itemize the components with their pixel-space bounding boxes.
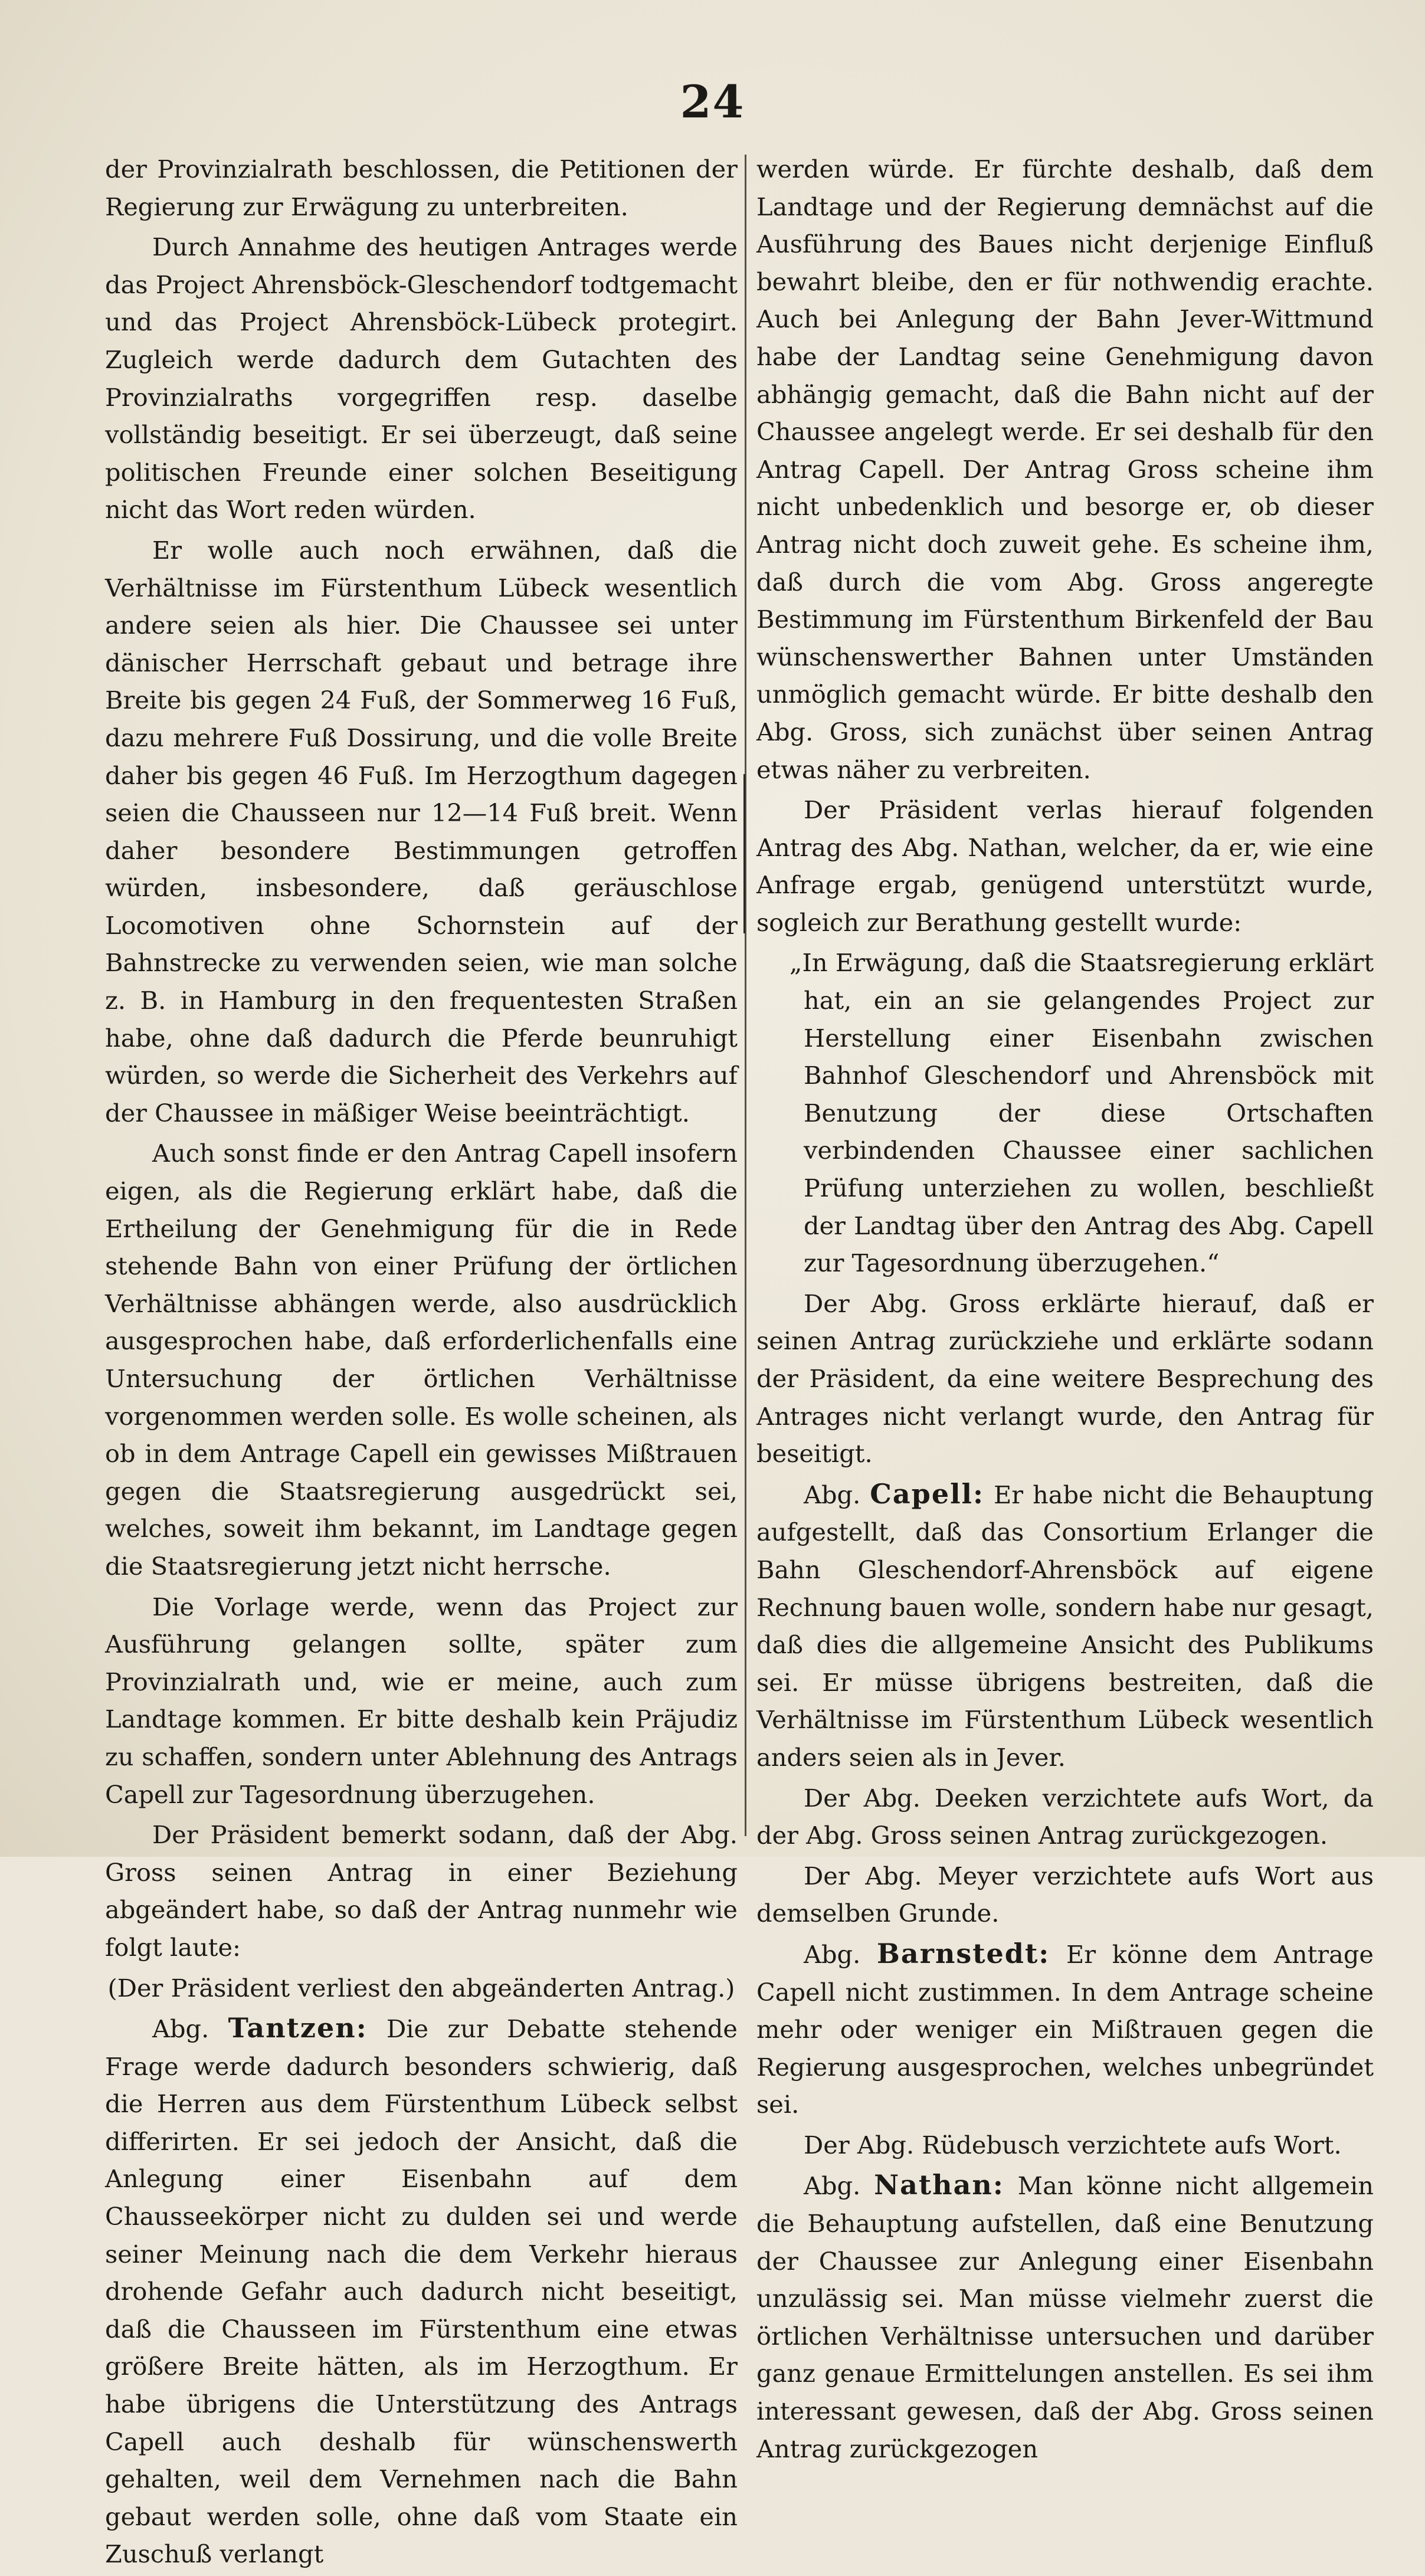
page-number: 24	[680, 76, 745, 128]
paragraph: Der Präsident verlas hierauf folgenden Antrag des Abg. Nathan, welcher, da er, wie eine Anfrage ergab, genügend unterstützt wurde, sogleich zur Berathung gestellt wurde:	[756, 795, 1374, 937]
speaker-prefix: Abg.	[804, 1939, 861, 1969]
speaker-name: Barnstedt:	[877, 1937, 1050, 1969]
paragraph: werden würde. Er fürchte deshalb, daß dem Landtage und der Regierung demnächst auf die Ausführung des Baues nicht derjenige Einfluß bewahrt bleibe, den er für nothwendig erachte. Auch bei Anlegung der Bahn Jever-Wittmund habe der Landtag seine Genehmigung davon abhängig gemacht, daß die Bahn nicht auf der Chaussee angelegt werde. Er sei deshalb für den Antrag Capell. Der Antrag Gross scheine ihm nicht unbedenklich und besorge er, ob dieser Antrag nicht doch zuweit gehe. Es scheine ihm, daß durch die vom Abg. Gross angeregte Bestimmung im Fürstenthum Birkenfeld der Bau wünschenswerther Bahnen unter Umständen unmöglich gemacht würde. Er bitte deshalb den Abg. Gross, sich zunächst über seinen Antrag etwas näher zu verbreiten.	[756, 155, 1374, 784]
stage-direction: (Der Präsident verliest den abgeänderten Antrag.)	[107, 1973, 735, 2003]
paragraph: der Provinzialrath beschlossen, die Petitionen der Regierung zur Erwägung zu unterbreiten.	[105, 155, 738, 221]
speaker-name: Capell:	[870, 1477, 985, 1510]
speech-paragraph	[756, 2167, 1374, 2467]
speaker-name: Nathan:	[874, 2169, 1004, 2201]
paragraph: Der Abg. Rüdebusch verzichtete aufs Wort.	[804, 2130, 1342, 2159]
speaker-name: Tantzen:	[228, 2012, 368, 2044]
quoted-motion: „In Erwägung, daß die Staatsregierung erklärt hat, ein an sie gelangendes Project zur Herstellung einer Eisenbahn zwischen Bahnhof Gleschendorf und Ahrensböck mit Benutzung der diese Ortschaften verbindenden Chaussee einer sachlichen Prüfung unterziehen zu wollen, beschließt der Landtag über den Antrag des Abg. Capell zur Tagesordnung überzugehen.“	[790, 948, 1374, 1278]
speaker-prefix: Abg.	[804, 1480, 861, 1509]
speech-text: Die zur Debatte stehende Frage werde dadurch besonders schwierig, daß die Herren aus dem Fürstenthum Lübeck selbst differirten. Er sei jedoch der Ansicht, daß die Anlegung einer Eisenbahn auf dem Chausseekörper nicht zu dulden sei und werde seiner Meinung nach die dem Verkehr hieraus drohende Gefahr auch dadurch nicht beseitigt, daß die Chausseen im Fürstenthum eine etwas größere Breite hätten, als im Herzogthum. Er habe übrigens die Unterstützung des Antrags Capell auch deshalb für wünschenswerth gehalten, weil dem Vernehmen nach die Bahn gebaut werden solle, ohne daß vom Staate ein Zuschuß verlangt	[105, 2014, 738, 2569]
paragraph: Der Abg. Deeken verzichtete aufs Wort, da der Abg. Gross seinen Antrag zurückgezogen.	[756, 1783, 1374, 1850]
paragraph: Die Vorlage werde, wenn das Project zur Ausführung gelangen sollte, später zum Provinzialrath und, wie er meine, auch zum Landtage kommen. Er bitte deshalb kein Präjudiz zu schaffen, sondern unter Ablehnung des Antrags Capell zur Tagesordnung überzugehen.	[105, 1592, 738, 1809]
paragraph: Durch Annahme des heutigen Antrages werde das Project Ahrensböck-Gleschendorf todtgemacht und das Project Ahrensböck-Lübeck protegirt. Zugleich werde dadurch dem Gutachten des Provinzialraths vorgegriffen resp. daselbe vollständig beseitigt. Er sei überzeugt, daß seine politischen Freunde einer solchen Beseitigung nicht das Wort reden würden.	[105, 232, 738, 525]
speaker-prefix: Abg.	[152, 2014, 209, 2044]
left-column	[105, 150, 738, 2576]
speech-text: Man könne nicht allgemein die Behauptung aufstellen, daß eine Benutzung der Chaussee zur Anlegung einer Eisenbahn unzulässig sei. Man müsse vielmehr zuerst die örtlichen Verhältnisse untersuchen und darüber ganz genaue Ermittelungen anstellen. Es sei ihm interessant gewesen, daß der Abg. Gross seinen Antrag zurückgezogen	[756, 2171, 1374, 2463]
paragraph: Er wolle auch noch erwähnen, daß die Verhältnisse im Fürstenthum Lübeck wesentlich andere seien als hier. Die Chaussee sei unter dänischer Herrschaft gebaut und betrage ihre Breite bis gegen 24 Fuß, der Sommerweg 16 Fuß, dazu mehrere Fuß Dossirung, und die volle Breite daher bis gegen 46 Fuß. Im Herzogthum dagegen seien die Chausseen nur 12—14 Fuß breit. Wenn daher besondere Bestimmungen getroffen würden, insbesondere, daß geräuschlose Locomotiven ohne Schornstein auf der Bahnstrecke zu verwenden seien, wie man solche z. B. in Hamburg in den frequentesten Straßen habe, ohne daß dadurch die Pferde beunruhigt würden, so werde die Sicherheit des Verkehrs auf der Chaussee in mäßiger Weise beeinträchtigt.	[105, 535, 738, 1128]
paragraph: Auch sonst finde er den Antrag Capell insofern eigen, als die Regierung erklärt habe, daß die Ertheilung der Genehmigung für die in Rede stehende Bahn von einer Prüfung der örtlichen Verhältnisse abhängen werde, also ausdrücklich ausgesprochen habe, daß erforderlichenfalls eine Untersuchung der örtlichen Verhältnisse vorgenommen werden solle. Es wolle scheinen, als ob in dem Antrage Capell ein gewisses Mißtrauen gegen die Staatsregierung ausgedrückt sei, welches, soweit ihm bekannt, im Landtage gegen die Staatsregierung jetzt nicht herrsche.	[105, 1139, 738, 1581]
speech-paragraph	[756, 1476, 1374, 1777]
paragraph: Der Abg. Meyer verzichtete aufs Wort aus demselben Grunde.	[756, 1861, 1374, 1928]
speech-text: Er könne dem Antrage Capell nicht zustimmen. In dem Antrage scheine mehr oder weniger ein Mißtrauen gegen die Regierung ausgesprochen, welches unbegründet sei.	[756, 1939, 1374, 2119]
right-column	[756, 150, 1374, 2470]
column-divider-mark	[743, 774, 745, 933]
paragraph: Der Präsident bemerkt sodann, daß der Abg. Gross seinen Antrag in einer Beziehung abgeändert habe, so daß der Antrag nunmehr wie folgt laute:	[105, 1820, 738, 1962]
speech-paragraph	[105, 2010, 738, 2573]
speaker-prefix: Abg.	[804, 2171, 861, 2201]
column-divider	[745, 155, 746, 1836]
speech-paragraph	[756, 1935, 1374, 2123]
paragraph: Der Abg. Gross erklärte hierauf, daß er seinen Antrag zurückziehe und erklärte sodann der Präsident, da eine weitere Besprechung des Antrages nicht verlangt wurde, den Antrag für beseitigt.	[756, 1289, 1374, 1469]
speech-text: Er habe nicht die Behauptung aufgestellt, daß das Consortium Erlanger die Bahn Gleschendorf-Ahrensböck auf eigene Rechnung bauen wolle, sondern habe nur gesagt, daß dies die allgemeine Ansicht des Publikums sei. Er müsse übrigens bestreiten, daß die Verhältnisse im Fürstenthum Lübeck wesentlich anders seien als in Jever.	[756, 1480, 1374, 1772]
